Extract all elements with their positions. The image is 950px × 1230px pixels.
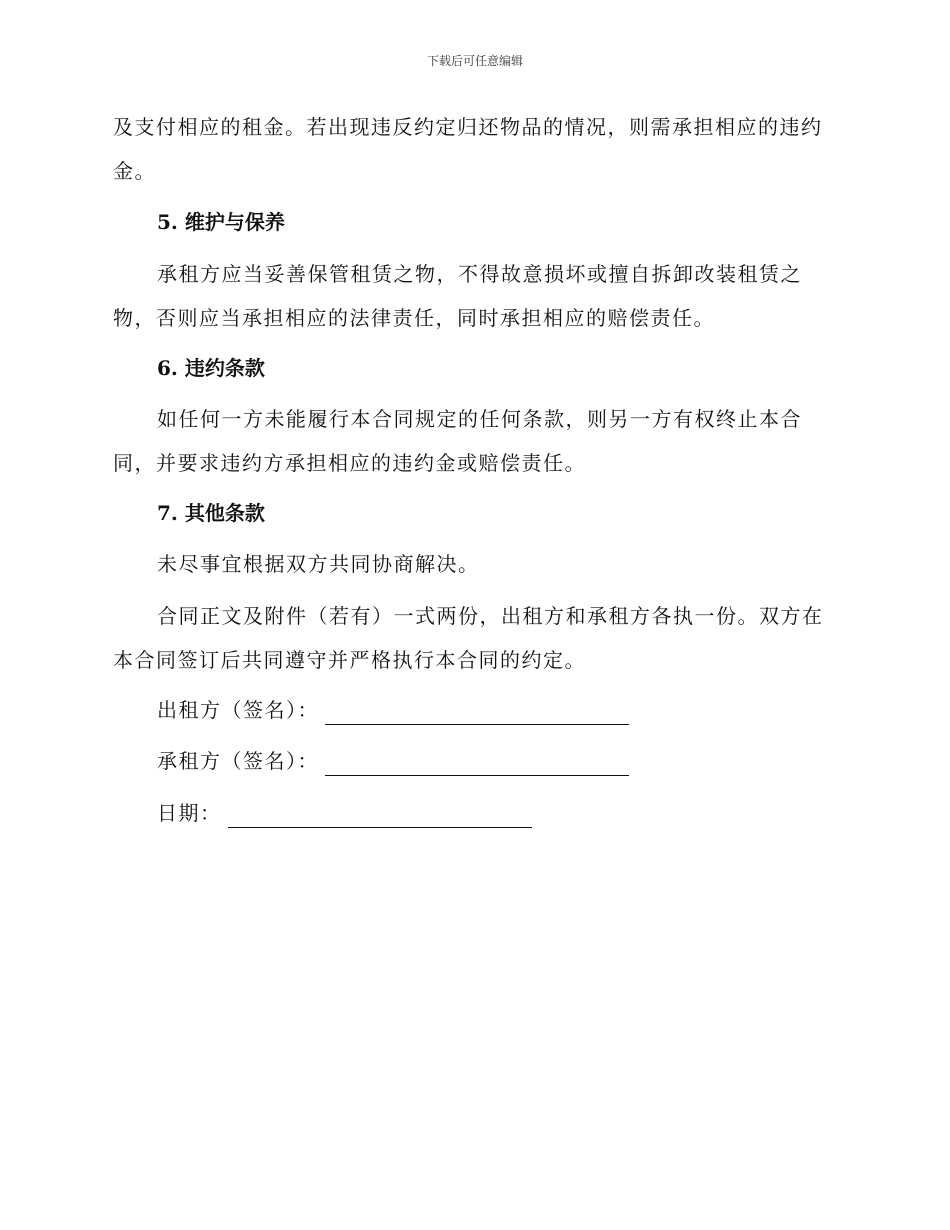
date-line[interactable] [228,803,532,828]
paragraph-other-terms-1: 未尽事宜根据双方共同协商解决。 [157,552,480,576]
page-header: 下载后可任意编辑 [426,54,523,68]
paragraph-maintenance: 承租方应当妥善保管租赁之物，不得故意损坏或擅自拆卸改装租赁之物，否则应当承担相应的法律责任，同时承担相应的赔偿责任。 [113,262,802,330]
date-row [157,798,532,828]
lessor-signature-line[interactable] [325,700,629,725]
paragraph-rent-continuation: 及支付相应的租金。若出现违反约定归还物品的情况，则需承担相应的违约金。 [113,115,823,183]
lessor-signature-row [157,695,629,725]
paragraph-other-terms-2: 合同正文及附件（若有）一式两份，出租方和承租方各执一份。双方在本合同签订后共同遵守并严格执行本合同的约定。 [113,604,824,672]
paragraph-breach: 如任何一方未能履行本合同规定的任何条款，则另一方有权终止本合同，并要求违约方承担相应的违约金或赔偿责任。 [113,407,802,475]
heading-breach: 6. 违约条款 [157,356,265,380]
lessee-signature-line[interactable] [325,751,629,776]
heading-maintenance: 5. 维护与保养 [157,210,285,234]
lessee-signature-row [157,746,629,776]
lessor-signature-label: 出租方（签名）： [157,698,319,722]
heading-other-terms: 7. 其他条款 [157,501,265,525]
lessee-signature-label: 承租方（签名）： [157,749,319,773]
date-label: 日期： [157,801,222,825]
